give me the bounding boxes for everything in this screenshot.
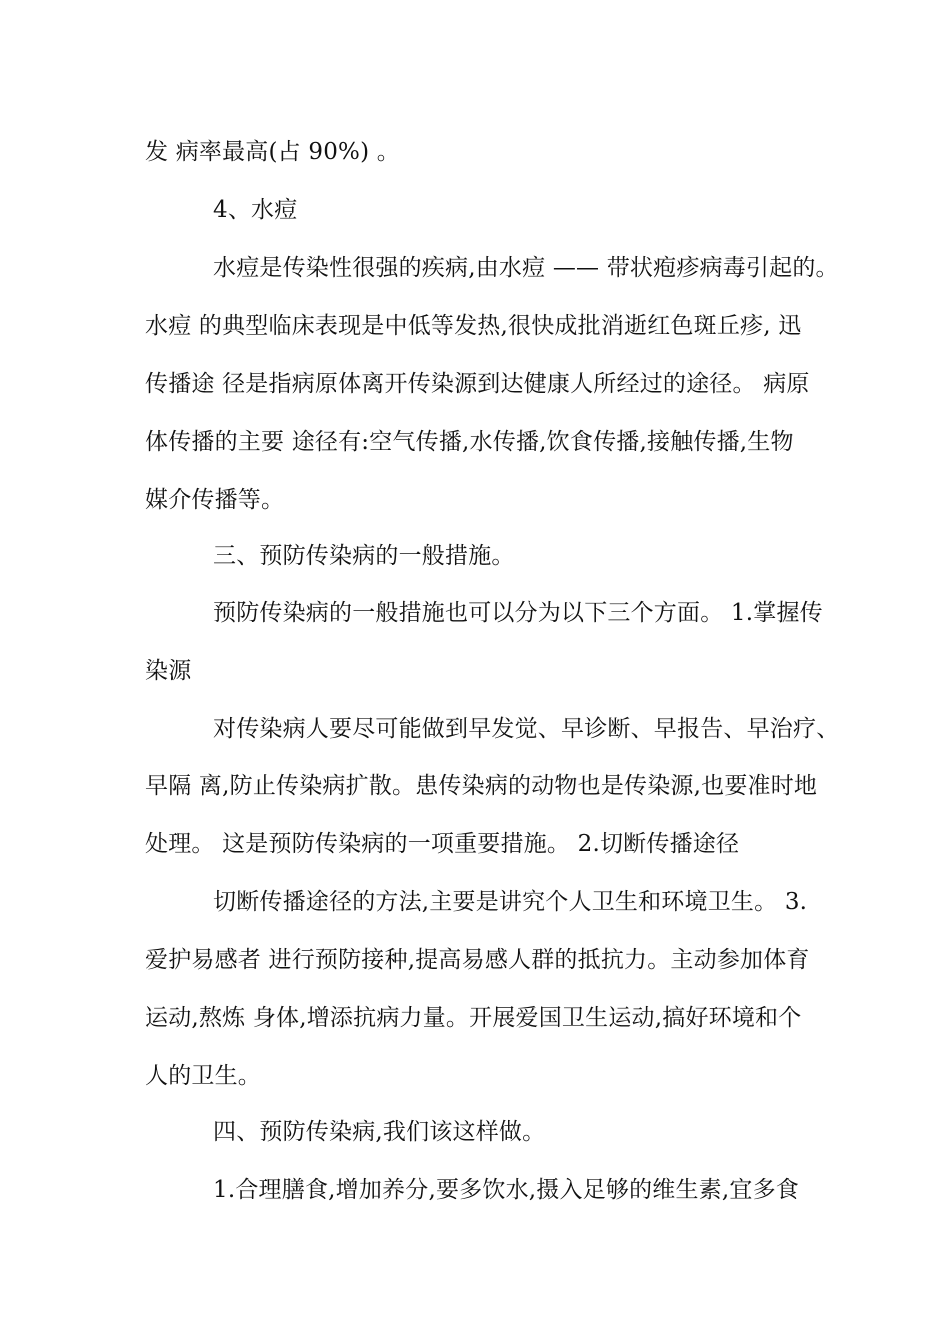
paragraph-line: 水痘 的典型临床表现是中低等发热,很快成批消逝红色斑丘疹, 迅 [145,313,802,339]
paragraph-line: 对传染病人要尽可能做到早发觉、早诊断、早报告、早治疗、 [213,716,840,742]
paragraph-line: 水痘是传染性很强的疾病,由水痘 —— 带状疱疹病毒引起的。 [213,255,839,281]
paragraph-line: 爱护易感者 进行预防接种,提高易感人群的抵抗力。主动参加体育 [145,947,810,973]
paragraph-line: 媒介传播等。 [145,487,285,513]
text-line: 发 病率最高(占 90%) 。 [145,139,401,165]
section-heading: 4、水痘 [213,197,298,223]
paragraph-line: 处理。 这是预防传染病的一项重要措施。 2.切断传播途径 [145,831,740,857]
section-heading: 四、预防传染病,我们该这样做。 [213,1119,546,1145]
paragraph-line: 切断传播途径的方法,主要是讲究个人卫生和环境卫生。 3. [213,889,808,915]
paragraph-line: 人的卫生。 [145,1063,261,1089]
section-heading: 三、预防传染病的一般措施。 [213,543,515,569]
paragraph-line: 1.合理膳食,增加养分,要多饮水,摄入足够的维生素,宜多食 [213,1177,799,1203]
paragraph-line: 预防传染病的一般措施也可以分为以下三个方面。 1.掌握传 [213,600,823,626]
paragraph-line: 染源 [145,658,192,684]
paragraph-line: 运动,熬炼 身体,增添抗病力量。开展爱国卫生运动,搞好环境和个 [145,1005,802,1031]
paragraph-line: 传播途 径是指病原体离开传染源到达健康人所经过的途径。 病原 [145,371,810,397]
paragraph-line: 早隔 离,防止传染病扩散。患传染病的动物也是传染源,也要准时地 [145,773,818,799]
paragraph-line: 体传播的主要 途径有:空气传播,水传播,饮食传播,接触传播,生物 [145,429,794,455]
